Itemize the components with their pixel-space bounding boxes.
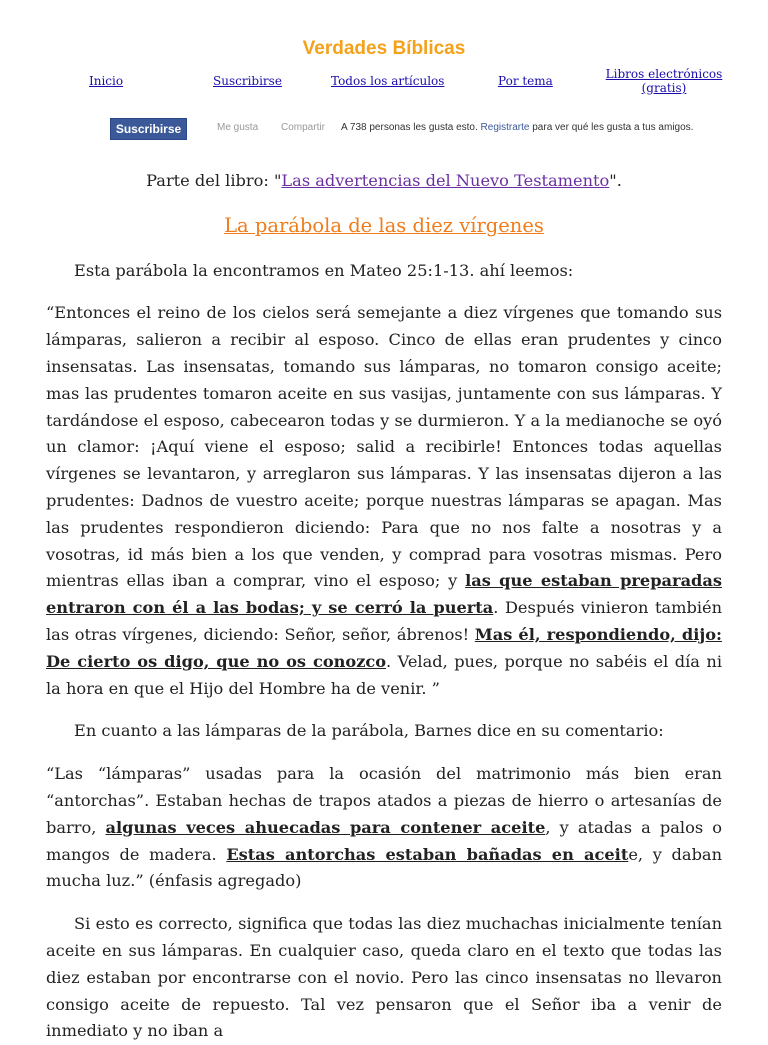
nav-link-libros-line1: Libros electrónicos bbox=[605, 67, 723, 81]
facebook-like-count bbox=[341, 122, 693, 133]
like-count-suffix: para ver qué les gusta a tus amigos. bbox=[532, 122, 694, 133]
site-title[interactable]: Verdades Bíblicas bbox=[302, 38, 466, 59]
paragraph-barnes-quote bbox=[46, 761, 722, 895]
paragraph-intro: Esta parábola la encontramos en Mateo 25:1-13. ahí leemos: bbox=[74, 260, 574, 280]
chapter-title-text: La parábola de las diez vírgenes bbox=[224, 213, 544, 237]
nav-link-inicio[interactable]: Inicio bbox=[89, 74, 124, 88]
facebook-subscribe-button[interactable]: Suscribirse bbox=[110, 118, 187, 140]
barnes-part: “Las “lámparas” usadas para la ocasión del matrimonio más bien eran “antorchas”. Estaban hechas de trapos atados a piezas de hierro o artesanías de barro, bbox=[46, 764, 722, 837]
quote-emphasis: Mas él, respondiendo, dijo: De cierto os digo, que no os conozco bbox=[46, 624, 722, 671]
top-nav bbox=[0, 67, 768, 114]
facebook-like-button[interactable]: Me gusta bbox=[217, 122, 259, 133]
book-prefix: Parte del libro: " bbox=[146, 171, 282, 190]
paragraph-scripture-quote bbox=[46, 300, 722, 702]
nav-link-todos-los-articulos[interactable]: Todos los artículos bbox=[331, 74, 445, 88]
nav-link-suscribirse[interactable]: Suscribirse bbox=[213, 74, 282, 88]
quote-part: . Después vinieron también las otras vírgenes, diciendo: Señor, señor, ábrenos! bbox=[46, 598, 723, 644]
quote-emphasis: las que estaban preparadas entraron con él a las bodas; y se cerró la puerta bbox=[46, 571, 722, 618]
barnes-part: , y atadas a palos o mangos de madera. bbox=[46, 817, 722, 864]
barnes-part: e, y daban mucha luz.” (énfasis agregado) bbox=[46, 844, 723, 891]
book-suffix: ". bbox=[609, 171, 622, 190]
chapter-title[interactable] bbox=[46, 195, 722, 240]
nav-link-por-tema[interactable]: Por tema bbox=[498, 74, 553, 88]
barnes-emphasis: algunas veces ahuecadas para contener aceite bbox=[105, 817, 546, 837]
paragraph-barnes-intro: En cuanto a las lámparas de la parábola, Barnes dice en su comentario: bbox=[74, 721, 664, 741]
paragraph-commentary: Si esto es correcto, significa que todas las diez muchachas inicialmente tenían aceite en sus lámparas. En cualquier caso, queda claro en el texto que todas las diez estaban por encontrarse con el novio. Pero las cinco insensatas no llevaron consigo aceite de repuesto. Tal vez pensaron que el Señor iba a venir de inmediato y no iban a bbox=[46, 914, 722, 1041]
like-count-text: A 738 personas les gusta esto. bbox=[341, 122, 478, 133]
book-link[interactable]: Las advertencias del Nuevo Testamento bbox=[281, 171, 610, 190]
facebook-bar bbox=[0, 118, 768, 148]
quote-part: “Entonces el reino de los cielos será semejante a diez vírgenes que tomando sus lámparas, salieron a recibir al esposo. Cinco de ellas eran prudentes y cinco insensatas. Las insensatas, tomando sus lámparas, no tomaron consigo aceite; mas las prudentes tomaron aceite en sus vasijas, juntamente con sus lámparas. Y tardándose el esposo, cabecearon todas y se durmieron. Y a la medianoche se oyó un clamor: ¡Aquí viene el esposo; salid a recibirle! Entonces todas aquellas vírgenes se levantaron, y arreglaron sus lámparas. Y las insensatas dijeron a las prudentes: Dadnos de vuestro aceite; porque nuestras lámparas se apagan. Mas las prudentes respondieron diciendo: Para que no nos falte a nosotras y a vosotras, id más bien a los que venden, y comprad para vosotras mismas. Pero mientras ellas iban a comprar, vino el esposo; y bbox=[46, 303, 722, 591]
article-content bbox=[0, 148, 768, 1045]
nav-link-libros-electronicos[interactable] bbox=[605, 67, 723, 95]
facebook-share-button[interactable]: Compartir bbox=[281, 122, 325, 133]
register-link[interactable]: Registrarte bbox=[480, 122, 530, 133]
nav-link-libros-line2: (gratis) bbox=[641, 81, 687, 95]
barnes-emphasis: Estas antorchas estaban bañadas en aceit bbox=[226, 844, 629, 864]
quote-part: . Velad, pues, porque no sabéis el día ni la hora en que el Hijo del Hombre ha de venir. ” bbox=[46, 651, 722, 698]
book-reference bbox=[46, 148, 722, 195]
